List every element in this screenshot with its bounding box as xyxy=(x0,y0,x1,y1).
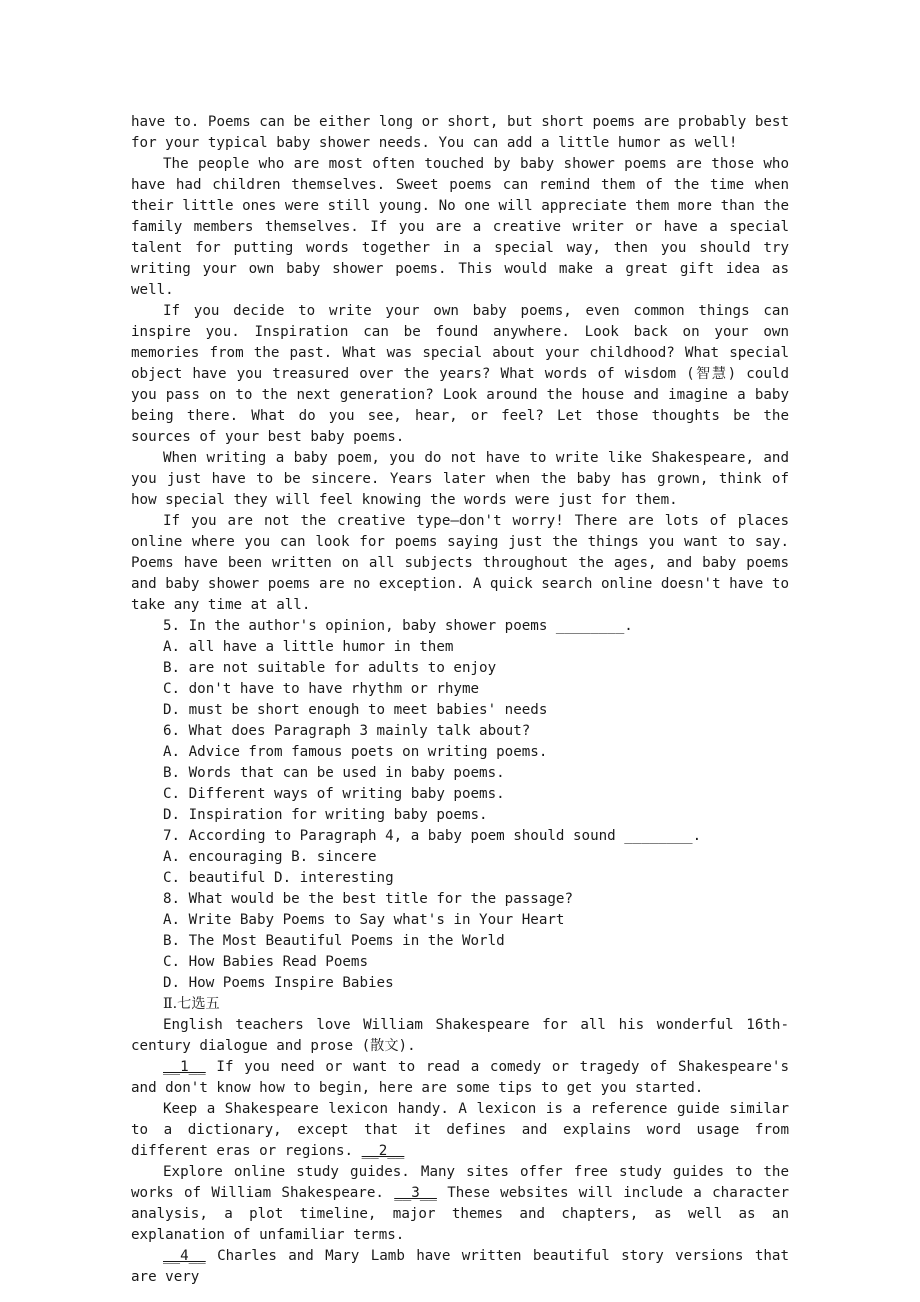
section-2-paragraph-1 xyxy=(131,1057,789,1099)
question-6-option-a: A. Advice from famous poets on writing poems. xyxy=(163,744,548,760)
question-5-option-a: A. all have a little humor in them xyxy=(163,639,454,655)
section-2-paragraph-3 xyxy=(131,1162,789,1246)
question-8: 8. What would be the best title for the passage? xyxy=(163,891,573,907)
question-8-option-a: A. Write Baby Poems to Say what's in Your Heart xyxy=(163,912,565,928)
passage-paragraph-2: The people who are most often touched by baby shower poems are those who have had children themselves. Sweet poems can remind them of the time when their little ones were still young. No one will appreciate them more than the family members themselves. If you are a creative writer or have a special talent for putting words together in a special way, then you should try writing your own baby shower poems. This would make a great gift idea as well. xyxy=(131,156,789,298)
blank-4: __4__ xyxy=(163,1248,206,1264)
question-6: 6. What does Paragraph 3 mainly talk about? xyxy=(163,723,531,739)
section-2-paragraph-4-text: Charles and Mary Lamb have written beautiful story versions that are very xyxy=(131,1248,789,1285)
section-2-paragraph-2-text: Keep a Shakespeare lexicon handy. A lexicon is a reference guide similar to a dictionary, except that it defines and explains word usage from different eras or regions. xyxy=(131,1101,789,1159)
section-2-paragraph-3-text-a: Explore online study guides. Many sites offer free study guides to the works of William Shakespeare. xyxy=(131,1164,789,1201)
blank-3: __3__ xyxy=(394,1185,437,1201)
question-7-options-cd: C. beautiful D. interesting xyxy=(163,870,394,886)
question-7: 7. According to Paragraph 4, a baby poem should sound ________. xyxy=(163,828,702,844)
question-8-option-b: B. The Most Beautiful Poems in the World xyxy=(163,933,505,949)
section-2-paragraph-1-text: If you need or want to read a comedy or tragedy of Shakespeare's and don't know how to begin, here are some tips to get you started. xyxy=(131,1059,789,1096)
question-6-option-b: B. Words that can be used in baby poems. xyxy=(163,765,505,781)
passage-paragraph-continued: have to. Poems can be either long or short, but short poems are probably best for your typical baby shower needs. You can add a little humor as well! xyxy=(131,114,789,151)
passage-paragraph-4: When writing a baby poem, you do not have to write like Shakespeare, and you just have to be sincere. Years later when the baby has grown, think of how special they will feel knowing the words were just for them. xyxy=(131,450,789,508)
section-2-intro: English teachers love William Shakespeare for all his wonderful 16th-century dialogue and prose (散文). xyxy=(131,1017,789,1054)
question-5-option-c: C. don't have to have rhythm or rhyme xyxy=(163,681,480,697)
question-7-options-ab: A. encouraging B. sincere xyxy=(163,849,377,865)
question-8-option-d: D. How Poems Inspire Babies xyxy=(163,975,394,991)
question-6-option-d: D. Inspiration for writing baby poems. xyxy=(163,807,488,823)
question-8-option-c: C. How Babies Read Poems xyxy=(163,954,368,970)
blank-2: __2__ xyxy=(361,1143,405,1159)
blank-1: __1__ xyxy=(163,1059,206,1075)
question-6-option-c: C. Different ways of writing baby poems. xyxy=(163,786,505,802)
question-5-option-b: B. are not suitable for adults to enjoy xyxy=(163,660,497,676)
passage-paragraph-3: If you decide to write your own baby poems, even common things can inspire you. Inspiration can be found anywhere. Look back on your own memories from the past. What was special about your childhood? What special object have you treasured over the years? What words of wisdom (智慧) could you pass on to the next generation? Look around the house and imagine a baby being there. What do you see, hear, or feel? Let those thoughts be the sources of your best baby poems. xyxy=(131,303,789,445)
question-5-option-d: D. must be short enough to meet babies' needs xyxy=(163,702,548,718)
section-2-paragraph-3-text-b: These websites will include a character analysis, a plot timeline, major themes and chapters, as well as an explanation of unfamiliar terms. xyxy=(131,1185,790,1243)
section-2-paragraph-2 xyxy=(131,1099,789,1162)
question-5: 5. In the author's opinion, baby shower poems ________. xyxy=(163,618,633,634)
section-2-heading: Ⅱ.七选五 xyxy=(163,996,220,1012)
passage-paragraph-5: If you are not the creative type—don't worry! There are lots of places online where you can look for poems saying just the things you want to say. Poems have been written on all subjects throughout the ages, and baby poems and baby shower poems are no exception. A quick search online doesn't have to take any time at all. xyxy=(131,513,789,613)
document-content xyxy=(131,112,789,1288)
section-2-paragraph-4 xyxy=(131,1246,789,1288)
